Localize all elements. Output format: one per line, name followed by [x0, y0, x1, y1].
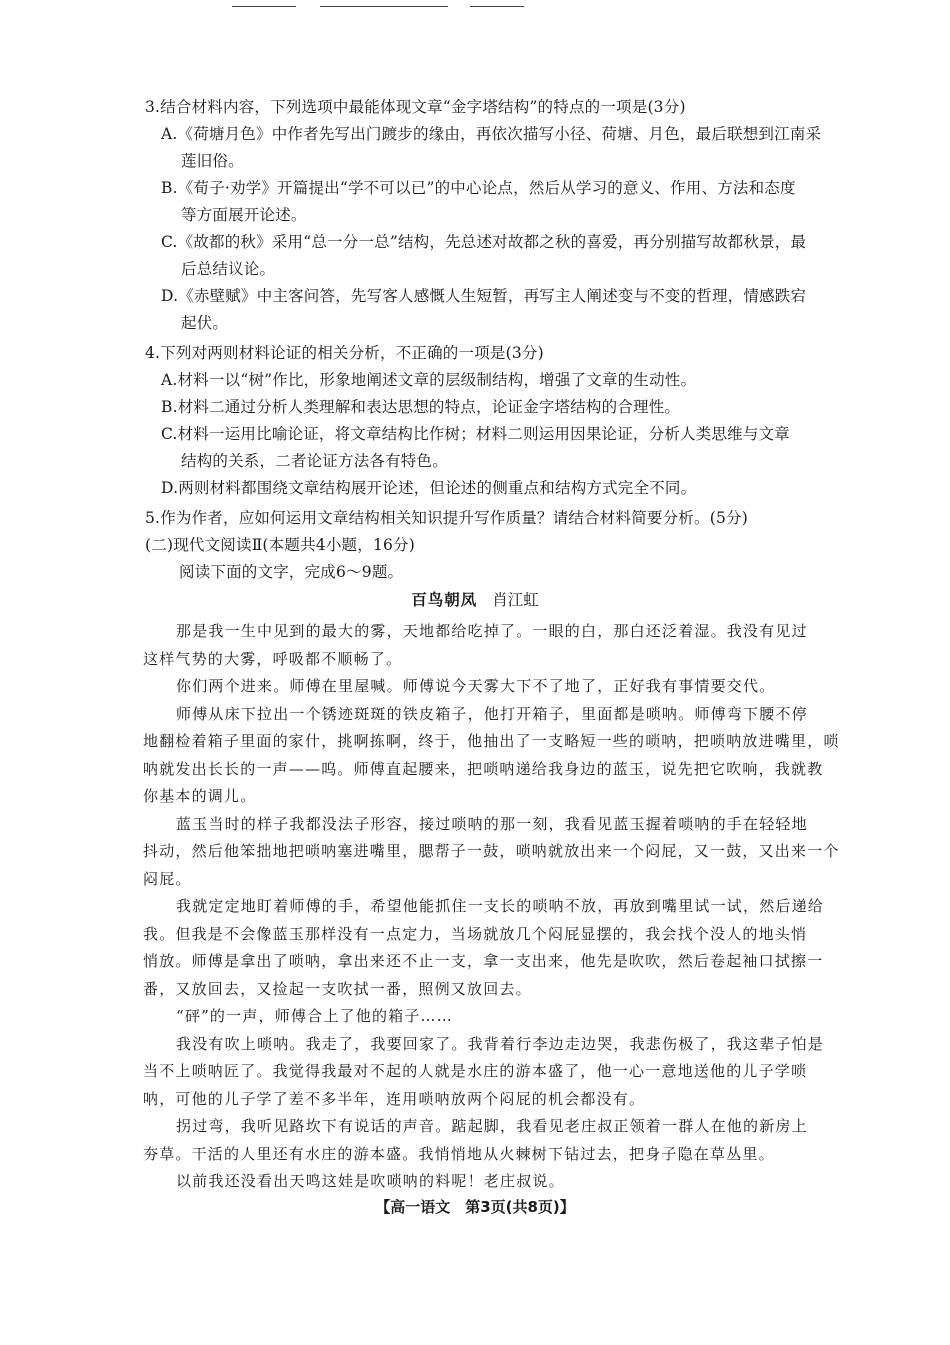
story-line: 我没有吹上唢呐。我走了，我要回家了。我背着行李边走边哭，我悲伤极了，我这辈子怕是	[176, 1034, 825, 1053]
story-line: 夯草。干活的人里还有水庄的游本盛。我悄悄地从火棘树下钻过去，把身子隐在草丛里。	[143, 1144, 775, 1163]
story-line: 拐过弯，我听见路坎下有说话的声音。踮起脚，我看见老庄叔正领着一群人在他的新房上	[176, 1117, 808, 1135]
story-line: 你们两个进来。师傅在里屋喊。师傅说今天雾大下不了地了，正好我有事情要交代。	[176, 677, 776, 695]
question-5-stem: 5.作为作者，应如何运用文章结构相关知识提升写作质量？请结合材料简要分析。(5分)	[145, 509, 748, 527]
question-4-option-c-cont: 结构的关系，二者论证方法各有特色。	[181, 452, 448, 470]
story-line: 蓝玉当时的样子我都没法子形容，接过唢呐的那一刻，我看见蓝玉握着唢呐的手在轻轻地	[176, 814, 808, 833]
story-line: 抖动，然后他笨拙地把唢呐塞进嘴里，腮帮子一鼓，唢呐就放出来一个闷屁，又一鼓，又出来一个	[143, 842, 840, 860]
question-4-option-b: B.材料二通过分析人类理解和表达思想的特点，论证金字塔结构的合理性。	[161, 398, 681, 416]
question-5	[145, 505, 830, 586]
question-4-option-a: A.材料一以“树”作比，形象地阐述文章的层级制结构，增强了文章的生动性。	[161, 371, 697, 389]
story-title-row	[0, 588, 950, 612]
section-2-instruction: 阅读下面的文字，完成6～9题。	[179, 563, 404, 581]
question-4-option-c: C.材料一运用比喻论证，将文章结构比作树；材料二则运用因果论证，分析人类思维与文章	[161, 425, 790, 443]
question-3	[145, 94, 830, 337]
question-3-option-c-cont: 后总结议论。	[181, 260, 276, 278]
story-author: 肖江虹	[492, 591, 539, 609]
question-3-option-c: C.《故都的秋》采用“总一分一总”结构，先总述对故都之秋的喜爱，再分别描写故都秋景，最	[161, 233, 807, 251]
story-line: 当不上唢呐匠了。我觉得我最对不起的人就是水庄的游本盛了，他一心一意地送他的儿子学唢	[143, 1062, 808, 1080]
scan-top-line-2	[320, 6, 448, 7]
question-3-option-a: A.《荷塘月色》中作者先写出门踱步的缘由，再依次描写小径、荷塘、月色，最后联想到江南采	[161, 125, 822, 143]
question-4-option-d: D.两则材料都围绕文章结构展开论述，但论述的侧重点和结构方式完全不同。	[161, 479, 697, 497]
story-title: 百鸟朝凤	[411, 591, 478, 609]
question-4-stem: 4.下列对两则材料论证的相关分析，不正确的一项是(3分)	[145, 344, 544, 362]
story-body	[143, 618, 840, 1196]
story-line: 以前我还没看出天鸣这娃是吹唢呐的料呢！老庄叔说。	[176, 1172, 565, 1190]
story-line: “砰”的一声，师傅合上了他的箱子……	[176, 1007, 453, 1025]
page-footer: 【高一语文 第3页(共8页)】	[375, 1198, 575, 1216]
story-line: 师傅从床下拉出一个锈迹斑斑的铁皮箱子，他打开箱子，里面都是唢呐。师傅弯下腰不停	[176, 704, 808, 723]
section-2-heading: (二)现代文阅读Ⅱ(本题共4小题，16分)	[145, 536, 416, 554]
question-3-option-d-cont: 起伏。	[181, 314, 229, 332]
story-line: 呐就发出长长的一声——呜。师傅直起腰来，把唢呐递给我身边的蓝玉，说先把它吹响，我就教	[143, 759, 824, 778]
question-3-option-d: D.《赤壁赋》中主客问答，先写客人感慨人生短暂，再写主人阐述变与不变的哲理，情感跌宕	[161, 287, 807, 305]
question-4	[145, 340, 830, 502]
story-line: 番，又放回去，又捡起一支吹拭一番，照例又放回去。	[143, 979, 532, 998]
story-line: 这样气势的大雾，呼吸都不顺畅了。	[143, 649, 403, 668]
scan-top-line-3	[470, 6, 524, 7]
story-line: 地翻检着箱子里面的家什，挑啊拣啊，终于，他抽出了一支略短一些的唢呐，把唢呐放进嘴里，唢	[143, 732, 840, 750]
story-line: 你基本的调儿。	[143, 787, 257, 805]
question-3-option-b: B.《荀子·劝学》开篇提出“学不可以已”的中心论点，然后从学习的意义、作用、方法和态度	[161, 179, 796, 197]
story-line: 呐，可他的儿子学了差不多半年，连用唢呐放两个闷屁的机会都没有。	[143, 1089, 646, 1108]
question-3-stem: 3.结合材料内容，下列选项中最能体现文章“金字塔结构”的特点的一项是(3分)	[145, 98, 686, 116]
story-line: 我。但我是不会像蓝玉那样没有一点定力，当场就放几个闷屁显摆的，我会找个没人的地头悄	[143, 924, 808, 943]
scan-top-line-1	[232, 6, 296, 7]
question-3-option-a-cont: 莲旧俗。	[181, 152, 244, 170]
question-3-option-b-cont: 等方面展开论述。	[181, 206, 307, 224]
story-line: 我就定定地盯着师傅的手，希望他能抓住一支长的唢呐不放，再放到嘴里试一试，然后递给	[176, 897, 825, 915]
story-line: 闷屁。	[143, 869, 192, 888]
story-line: 那是我一生中见到的最大的雾，天地都给吃掉了。一眼的白，那白还泛着湿。我没有见过	[176, 622, 808, 640]
story-line: 悄放。师傅是拿出了唢呐，拿出来还不止一支，拿一支出来，他先是吹吹，然后卷起袖口拭擦一	[143, 952, 824, 970]
